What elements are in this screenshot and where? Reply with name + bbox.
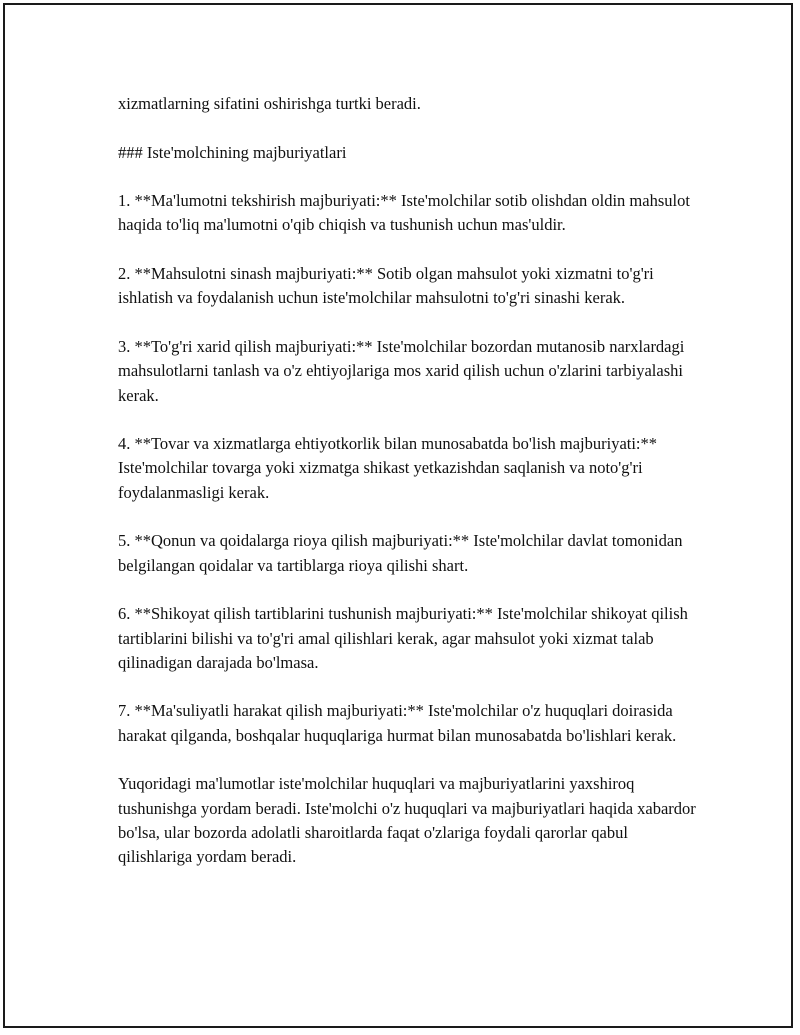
document-body (118, 92, 698, 894)
list-item: 7. **Ma'suliyatli harakat qilish majburiyati:** Iste'molchilar o'z huquqlari doirasida harakat qilganda, boshqalar huquqlariga hurmat bilan munosabatda bo'lishlari kerak. (118, 701, 677, 745)
list-item: 5. **Qonun va qoidalarga rioya qilish majburiyati:** Iste'molchilar davlat tomonidan belgilangan qoidalar va tartiblarga rioya qilishi shart. (118, 531, 683, 575)
paragraph-conclusion: Yuqoridagi ma'lumotlar iste'molchilar huquqlari va majburiyatlarini yaxshiroq tushunishga yordam beradi. Iste'molchi o'z huquqlari va majburiyatlari haqida xabardor bo'lsa, ular bozorda adolatli sharoitlarda faqat o'zlariga foydali qarorlar qabul qilishlariga yordam beradi. (118, 774, 696, 867)
list-item: 1. **Ma'lumotni tekshirish majburiyati:** Iste'molchilar sotib olishdan oldin mahsulot haqida to'liq ma'lumotni o'qib chiqish va tushunish uchun mas'uldir. (118, 191, 690, 235)
list-item: 6. **Shikoyat qilish tartiblarini tushunish majburiyati:** Iste'molchilar shikoyat qilish tartiblarini bilishi va to'g'ri amal qilishlari kerak, agar mahsulot yoki xizmat talab qilinadigan darajada bo'lmasa. (118, 604, 688, 672)
list-item: 2. **Mahsulotni sinash majburiyati:** Sotib olgan mahsulot yoki xizmatni to'g'ri ishlatish va foydalanish uchun iste'molchilar mahsulotni to'g'ri sinashi kerak. (118, 264, 654, 308)
paragraph-intro-continuation: xizmatlarning sifatini oshirishga turtki beradi. (118, 94, 421, 113)
list-item: 4. **Tovar va xizmatlarga ehtiyotkorlik bilan munosabatda bo'lish majburiyati:** Iste'molchilar tovarga yoki xizmatga shikast yetkazishdan saqlanish va noto'g'ri foydalanmasligi kerak. (118, 434, 658, 502)
section-heading: ### Iste'molchining majburiyatlari (118, 142, 347, 162)
list-item: 3. **To'g'ri xarid qilish majburiyati:** Iste'molchilar bozordan mutanosib narxlardagi mahsulotlarni tanlash va o'z ehtiyojlariga mos xarid qilish uchun o'zlarini tarbiyalashi kerak. (118, 336, 685, 405)
